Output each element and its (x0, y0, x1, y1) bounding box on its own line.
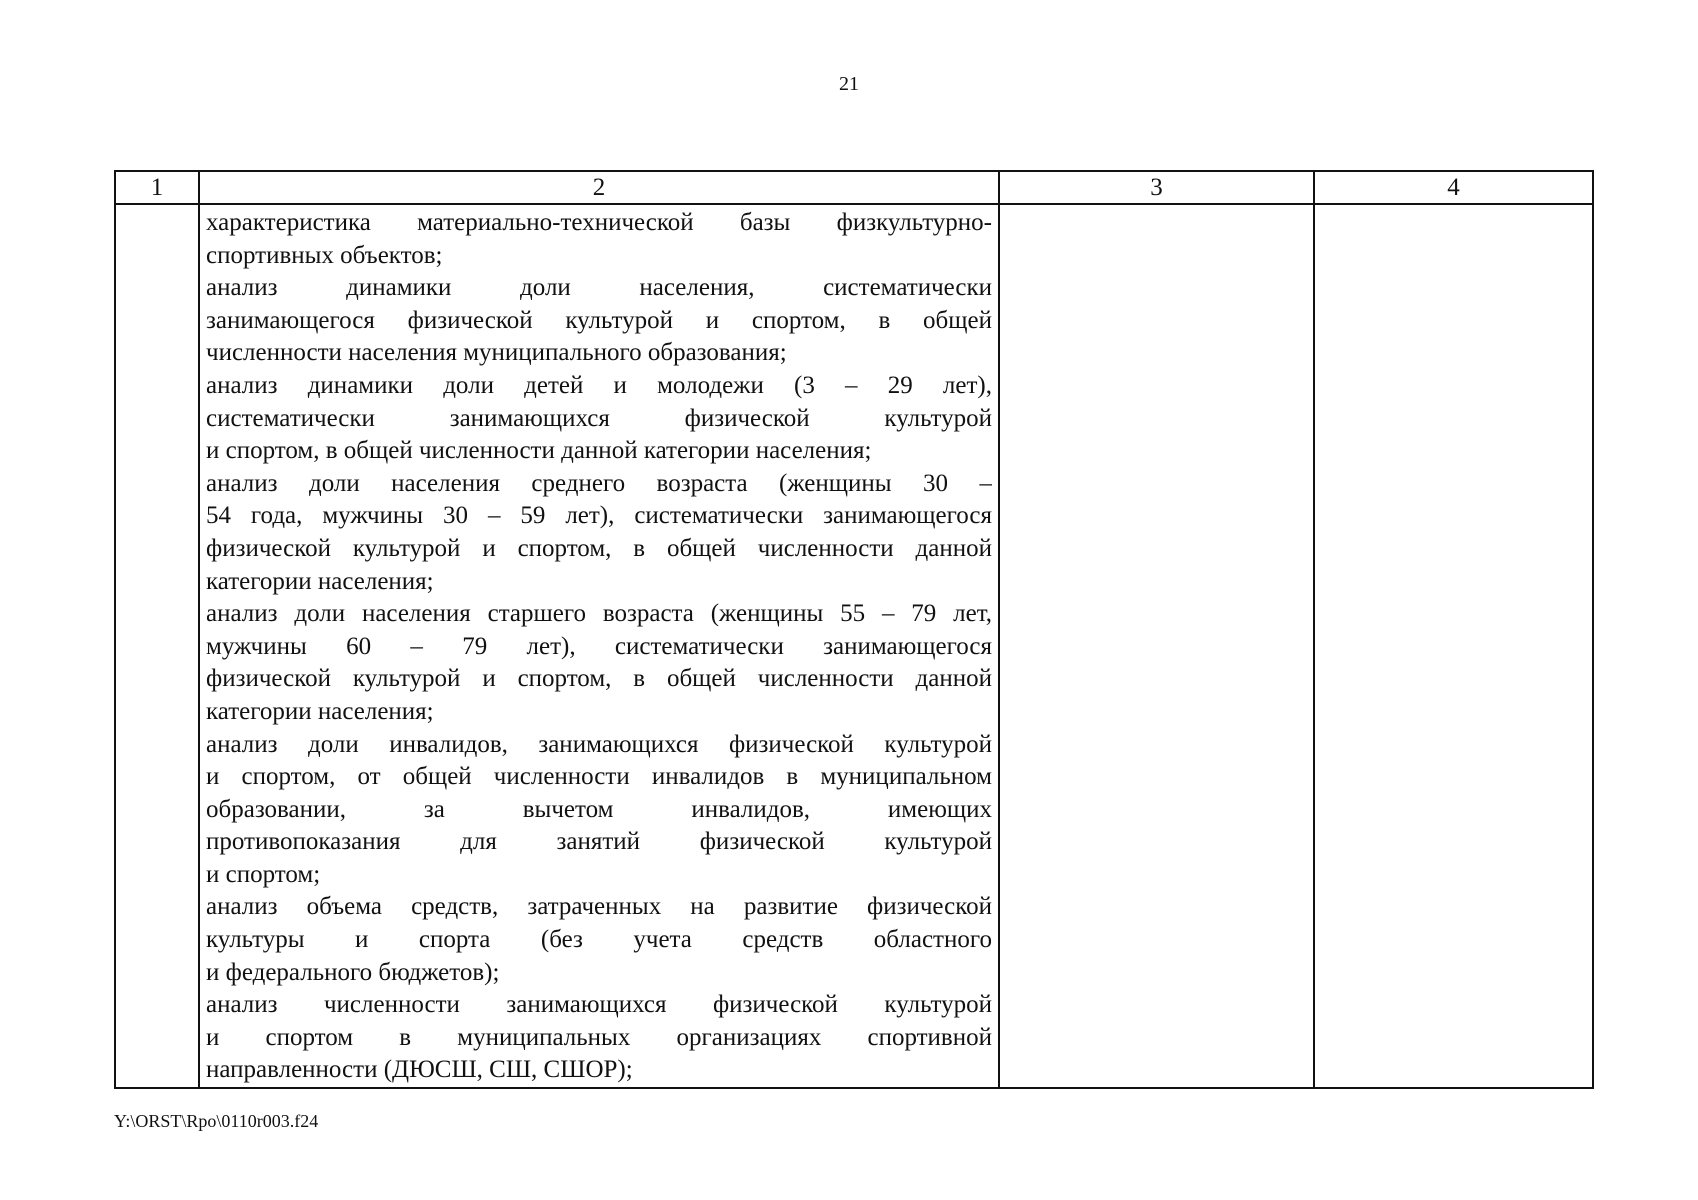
text-line: противопоказания для занятий физической культурой (206, 828, 992, 856)
text-line: и спортом; (206, 860, 321, 888)
text-line: и спортом в муниципальных организациях спортивной (206, 1023, 992, 1051)
text-line: и федерального бюджетов); (206, 958, 500, 986)
cell-col-4 (1314, 204, 1593, 1088)
text-line: и спортом, в общей численности данной категории населения; (206, 437, 872, 465)
text-line: мужчины 60 – 79 лет), систематически занимающегося (206, 632, 992, 660)
text-line: анализ объема средств, затраченных на развитие физической (206, 893, 992, 921)
text-line: культуры и спорта (без учета средств областного (206, 926, 992, 954)
column-header-3: 3 (999, 171, 1314, 204)
cell-col-1 (115, 204, 199, 1088)
text-line: анализ динамики доли населения, систематически (206, 274, 992, 302)
header-row (115, 171, 1593, 204)
document-table (114, 170, 1594, 1089)
text-line: направленности (ДЮСШ, СШ, СШОР); (206, 1056, 633, 1084)
text-line: характеристика материально-технической базы физкультурно- (206, 209, 992, 236)
text-line: анализ доли инвалидов, занимающихся физической культурой (206, 730, 992, 758)
column-header-4: 4 (1314, 171, 1593, 204)
text-line: занимающегося физической культурой и спортом, в общей (206, 306, 992, 334)
text-line: образовании, за вычетом инвалидов, имеющих (206, 795, 992, 823)
page-number: 21 (839, 73, 859, 95)
text-line: категории населения; (206, 697, 434, 725)
text-line: численности населения муниципального образования; (206, 339, 787, 367)
text-line: физической культурой и спортом, в общей численности данной (206, 665, 992, 693)
text-line: анализ доли населения старшего возраста (женщины 55 – 79 лет, (206, 600, 992, 628)
text-line: систематически занимающихся физической культурой (206, 404, 992, 432)
cell-col-3 (999, 204, 1314, 1088)
text-line: категории населения; (206, 567, 434, 595)
text-line: 54 года, мужчины 30 – 59 лет), систематически занимающегося (206, 502, 992, 530)
cell-col-2-text (199, 204, 999, 1088)
text-line: анализ численности занимающихся физической культурой (206, 991, 992, 1019)
text-line: и спортом, от общей численности инвалидов в муниципальном (206, 763, 992, 791)
column-header-1: 1 (115, 171, 199, 204)
column-header-2: 2 (199, 171, 999, 204)
text-line: анализ доли населения среднего возраста (женщины 30 – (206, 469, 992, 497)
text-line: физической культурой и спортом, в общей численности данной (206, 534, 992, 562)
text-line: спортивных объектов; (206, 241, 443, 269)
footer-file-path: Y:\ORST\Rpo\0110r003.f24 (114, 1111, 319, 1131)
table-row (115, 204, 1593, 1088)
text-line: анализ динамики доли детей и молодежи (3 – 29 лет), (206, 371, 992, 399)
